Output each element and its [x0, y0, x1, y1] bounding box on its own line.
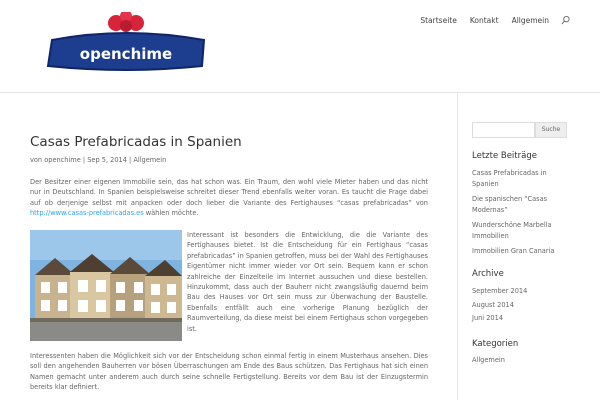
sidebar: [472, 93, 582, 400]
meta-author[interactable]: openchime: [44, 156, 81, 164]
recent-posts-title: Letzte Beiträge: [472, 151, 537, 161]
recent-post-3[interactable]: Wunderschöne Marbella Immobilien: [472, 221, 552, 240]
categories-list: [472, 355, 572, 371]
casas-link[interactable]: http://www.casas-prefabricadas.es: [30, 209, 144, 218]
paragraph-development: Interessant ist besonders die Entwicklung, die die Variante des Fertighauses bietet. Ist die Entscheidung für ein Fertighaus “casas prefabricadas” in Spanien getroffen, muss bei der Wahl des Fertighauses Eigentümer nicht immer wieder vor Ort sein. Bequem kann er schon zahlreiche der Einzelteile im Internet aussuchen und diese bestellen. Hinzukommt, dass auch der Bauherr nicht zwangsläufig dauernd beim Bau des Hauses vor Ort sein muss zur Überwachung der Baustelle. Ebenfalls entfällt auch eine vorherige Planung bezüglich der Raumverteilung, da diese meist bei einem Fertighaus schon vorgegeben ist.: [187, 231, 428, 333]
post-meta: von openchime | Sep 5, 2014 | Allgemein: [30, 156, 167, 164]
sidebar-search-button[interactable]: Suche: [535, 122, 567, 138]
recent-posts-list: [472, 168, 572, 262]
category-item-1[interactable]: Allgemein: [472, 356, 505, 364]
paragraph-interested: Interessenten haben die Möglichkeit sich vor der Entscheidung schon einmal fertig in einem Musterhaus ansehen. Dies soll den angehenden Bauherren vor bösen Überraschungen am Ende des Baus schützen. Das Fertighaus hat sich einen Namen gemacht unter anderem auch durch seine schnelle Fertigstellung. Bereits vor dem Bau ist der Einzugstermin bereits klar definiert.: [30, 352, 428, 392]
intro-end: wählen möchte.: [143, 209, 199, 218]
recent-post-1[interactable]: Casas Prefabricadas in Spanien: [472, 169, 547, 188]
post-title[interactable]: Casas Prefabricadas in Spanien: [30, 134, 242, 150]
paragraph-intro: [30, 177, 428, 219]
search-icon[interactable]: [561, 15, 570, 25]
nav-allgemein[interactable]: Allgemein: [511, 15, 549, 25]
categories-title: Kategorien: [472, 339, 519, 349]
recent-post-2[interactable]: Die spanischen “Casas Modernas”: [472, 195, 548, 214]
archive-title: Archive: [472, 269, 504, 279]
meta-category[interactable]: Allgemein: [133, 156, 167, 164]
site-logo[interactable]: [46, 12, 208, 72]
flower-icon: [108, 12, 144, 32]
archive-item-2[interactable]: August 2014: [472, 300, 514, 309]
archive-list: [472, 286, 572, 327]
sidebar-search-input[interactable]: [472, 122, 535, 138]
intro-text: Der Besitzer einer eigenen Immobilie sein, das hat schon was. Ein Traum, den wohl viele Mieter haben und das nicht nur in Deutschland. In Spanien beispielsweise schreitet dieser Trend ebenfalls weiter voran. Es taucht die Frage dabei auf ob derjenige selbst mit anpacken oder doch lieber die Variante des Fertighauses “casas prefabricadas” von: [30, 178, 428, 207]
logo-text: openchime: [79, 45, 173, 63]
nav-startseite[interactable]: Startseite: [420, 15, 457, 25]
meta-prefix: von: [30, 156, 45, 164]
main-content: [30, 93, 458, 400]
recent-post-4[interactable]: Immobilien Gran Canaria: [472, 247, 555, 255]
sidebar-divider: [457, 93, 458, 400]
house-photo: [30, 230, 182, 341]
archive-item-1[interactable]: September 2014: [472, 287, 528, 295]
archive-item-3[interactable]: Juni 2014: [472, 314, 504, 322]
site-header: [0, 0, 600, 93]
meta-date: Sep 5, 2014: [87, 156, 127, 164]
nav-kontakt[interactable]: Kontakt: [469, 15, 499, 25]
main-nav: [407, 15, 570, 25]
